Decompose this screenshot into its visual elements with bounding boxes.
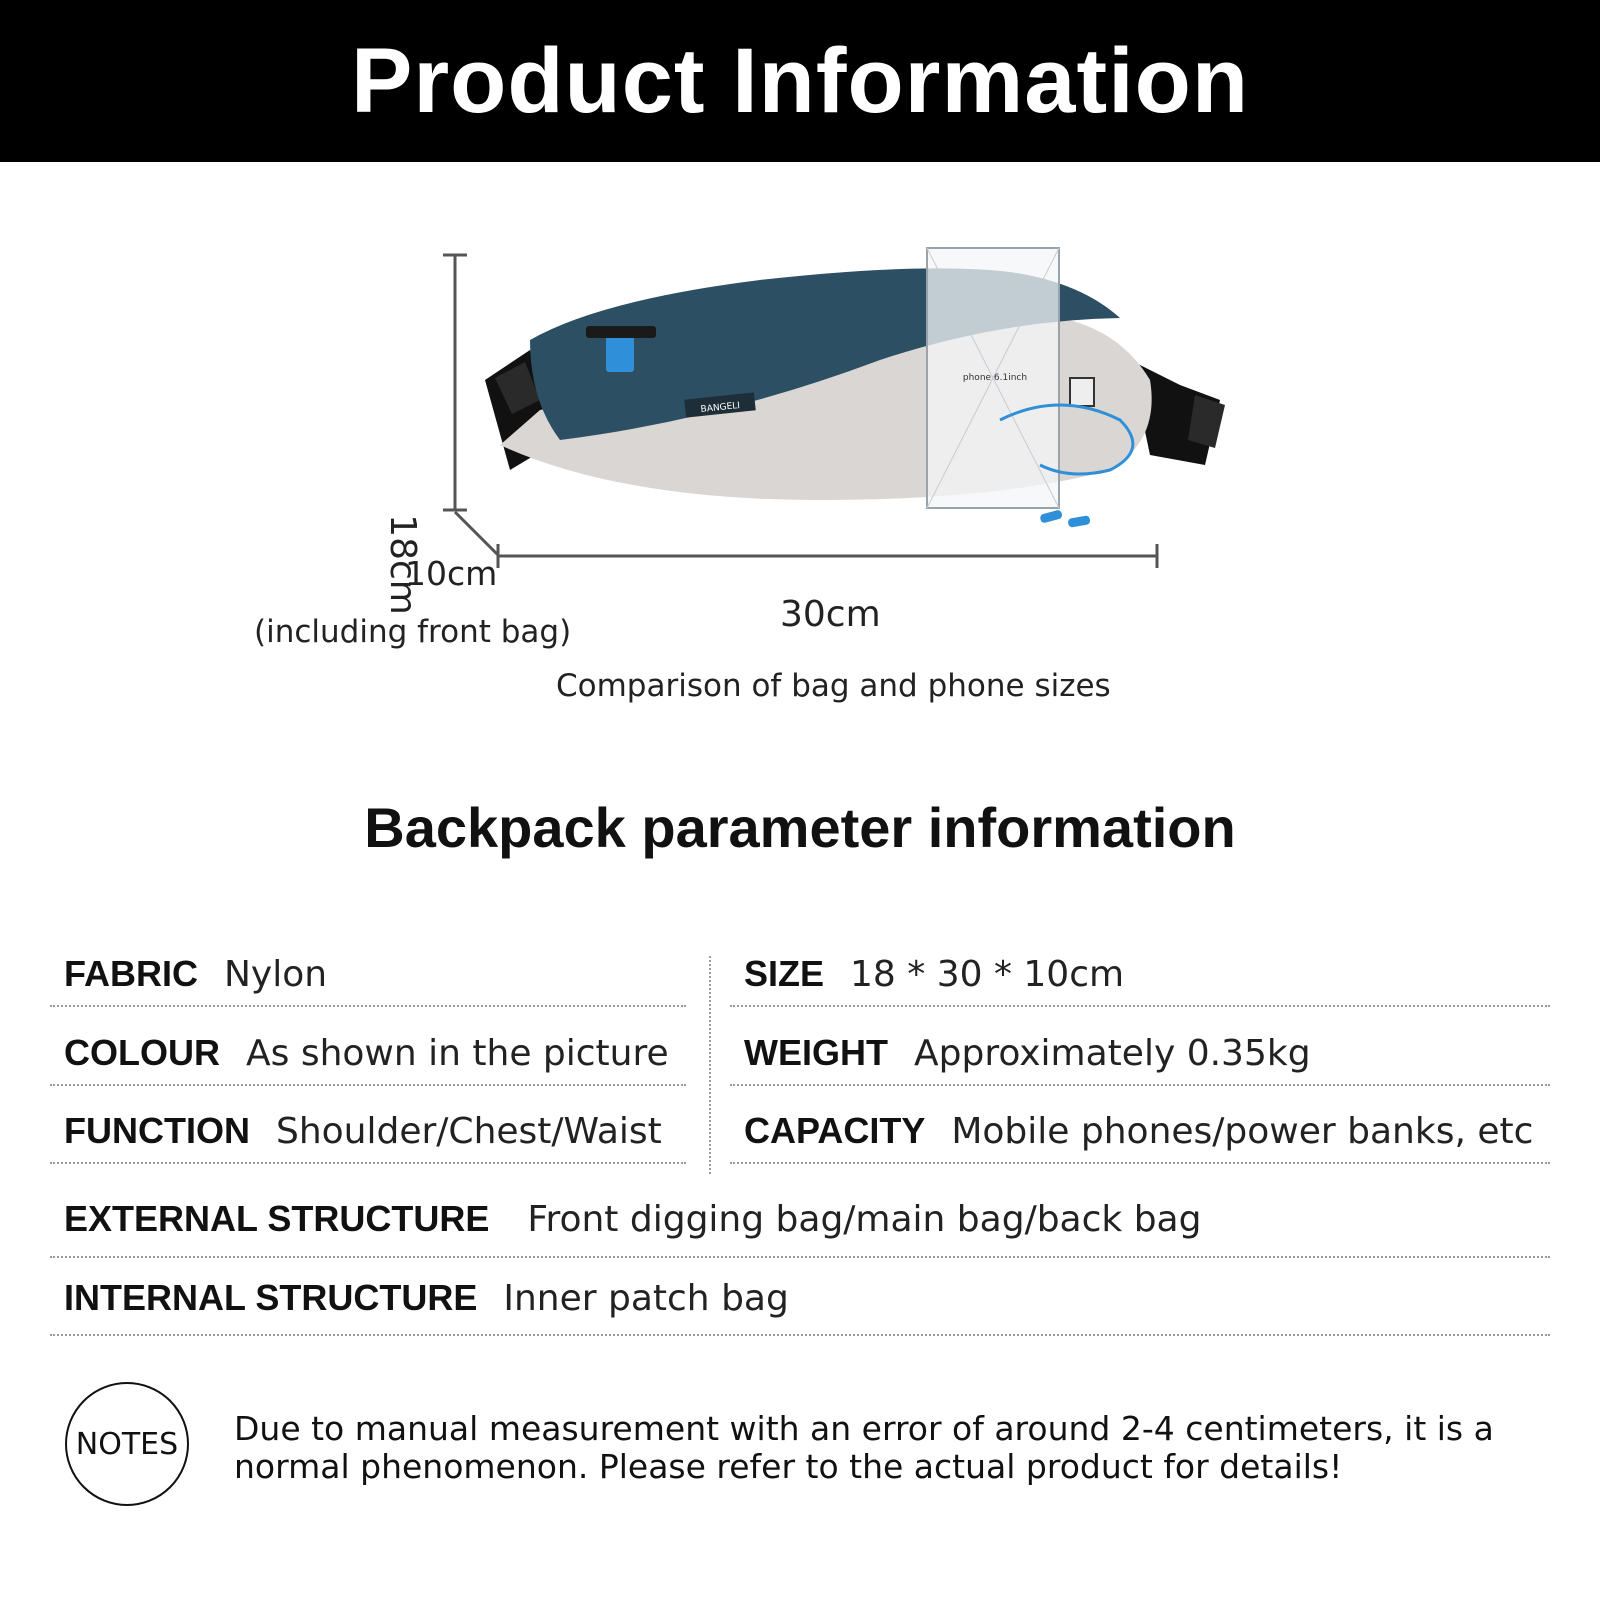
size-figure	[0, 162, 1600, 722]
param-label: SIZE	[744, 953, 825, 994]
param-value: Approximately 0.35kg	[913, 1032, 1311, 1074]
column-divider	[709, 956, 711, 1174]
param-row-colour	[50, 1022, 686, 1086]
param-value: As shown in the picture	[246, 1032, 669, 1074]
param-row-capacity	[730, 1100, 1550, 1164]
height-label: 18cm	[381, 514, 423, 615]
bag-illustration	[0, 162, 1600, 722]
param-row-size	[730, 943, 1550, 1007]
param-value: Nylon	[224, 953, 328, 995]
param-value: Mobile phones/power banks, etc	[951, 1110, 1534, 1152]
notes-badge: NOTES	[65, 1382, 189, 1506]
depth-dimension-line	[455, 512, 498, 555]
param-value: Inner patch bag	[503, 1277, 789, 1319]
param-row-internal-structure	[50, 1262, 1550, 1336]
page-title: Product Information	[350, 29, 1250, 132]
param-label: FABRIC	[64, 953, 198, 994]
notes-text: Due to manual measurement with an error of around 2-4 centimeters, it is a normal phenomenon. Please refer to the actual product for details!	[234, 1409, 1494, 1486]
depth-note: (including front bag)	[254, 614, 572, 650]
brand-tag-text: BANGELI	[700, 400, 741, 416]
param-row-fabric	[50, 943, 686, 1007]
param-label: INTERNAL STRUCTURE	[64, 1277, 478, 1318]
width-label: 30cm	[780, 594, 881, 635]
param-row-function	[50, 1100, 686, 1164]
depth-label: 10cm	[405, 554, 498, 593]
param-label: EXTERNAL STRUCTURE	[64, 1198, 490, 1239]
param-label: WEIGHT	[744, 1032, 888, 1073]
section-title: Backpack parameter information	[364, 796, 1236, 859]
phone-label-text: phone 6.1inch	[962, 373, 1028, 383]
param-row-external-structure	[50, 1182, 1550, 1258]
param-label: COLOUR	[64, 1032, 220, 1073]
header-bar	[0, 0, 1600, 162]
height-dimension-line	[443, 255, 467, 510]
figure-caption: Comparison of bag and phone sizes	[556, 668, 1111, 704]
param-value: Shoulder/Chest/Waist	[275, 1110, 662, 1152]
param-label: CAPACITY	[744, 1110, 926, 1151]
param-value: 18 * 30 * 10cm	[850, 953, 1125, 995]
width-dimension-line	[498, 544, 1157, 568]
param-label: FUNCTION	[64, 1110, 250, 1151]
param-row-weight	[730, 1022, 1550, 1086]
param-value: Front digging bag/main bag/back bag	[527, 1198, 1202, 1240]
